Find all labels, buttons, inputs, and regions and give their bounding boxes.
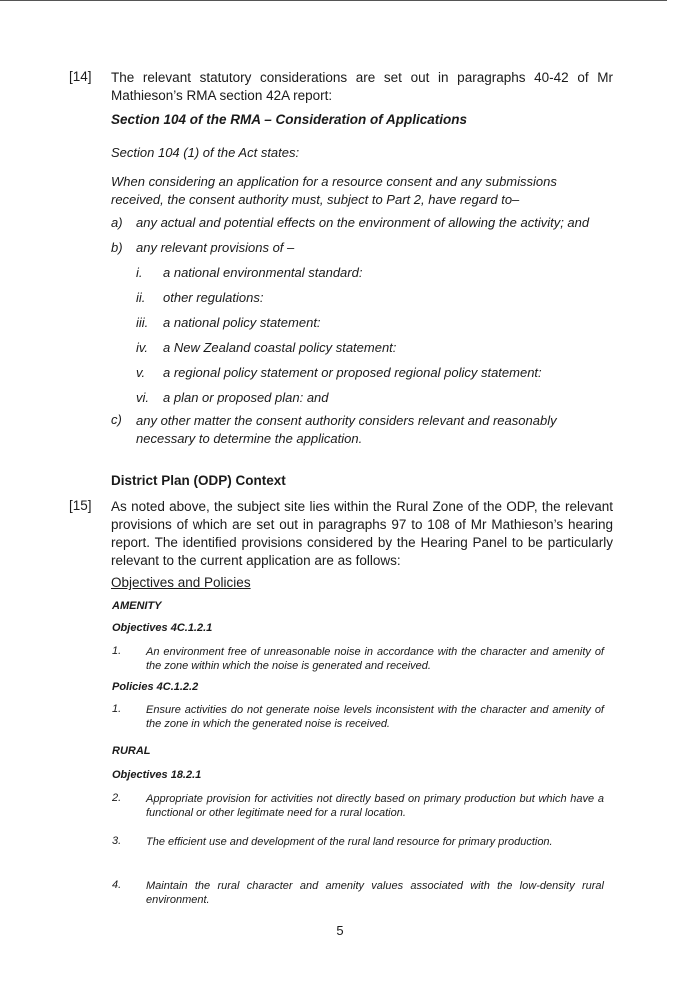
rural-objectives-label: Objectives 18.2.1: [112, 769, 202, 781]
amenity-objective-text: An environment free of unreasonable noise in accordance with the character and amenity of the zone within which the noise is generated and received.: [146, 646, 604, 672]
rural-objective-number-3: 3.: [112, 835, 122, 847]
sublist-label-iv: iv.: [136, 340, 149, 355]
sublist-label-i: i.: [136, 265, 143, 280]
objectives-policies-heading: Objectives and Policies: [111, 575, 251, 590]
rural-objective-number-2: 2.: [112, 792, 122, 804]
amenity-objective-number: 1.: [112, 645, 122, 657]
paragraph-15-text: As noted above, the subject site lies within the Rural Zone of the ODP, the relevant provisions of which are set out in paragraphs 97 to 108 of Mr Mathieson’s hearing report. The identified provisions considered by the Hearing Panel to be particularly relevant to the current application are as follows:: [111, 499, 613, 568]
sublist-label-iii: iii.: [136, 315, 149, 330]
rural-heading: RURAL: [112, 745, 151, 757]
sublist-label-vi: vi.: [136, 390, 149, 405]
section-104-quote: When considering an application for a resource consent and any submissions received, the consent authority must, subject to Part 2, have regard to–: [111, 174, 557, 207]
list-item-c: any other matter the consent authority considers relevant and reasonably necessary to determine the application.: [136, 413, 557, 446]
amenity-policy-number: 1.: [112, 703, 122, 715]
amenity-heading: AMENITY: [112, 600, 162, 612]
sublist-item-iv: a New Zealand coastal policy statement:: [163, 340, 397, 355]
paragraph-14-text: The relevant statutory considerations are set out in paragraphs 40-42 of Mr Mathieson’s RMA section 42A report:: [111, 70, 613, 103]
list-label-b: b): [111, 240, 123, 255]
sublist-item-vi: a plan or proposed plan: and: [163, 390, 329, 405]
page-number: 5: [336, 923, 344, 938]
section-104-heading: Section 104 of the RMA – Consideration of Applications: [111, 112, 468, 127]
sublist-item-i: a national environmental standard:: [163, 265, 363, 280]
amenity-policy-text: Ensure activities do not generate noise levels inconsistent with the character and amenity of the zone in which the generated noise is received.: [146, 704, 604, 730]
sublist-label-ii: ii.: [136, 290, 146, 305]
sublist-item-ii: other regulations:: [163, 290, 264, 305]
rural-objective-text-3: The efficient use and development of the rural land resource for primary production.: [146, 836, 553, 848]
district-plan-heading: District Plan (ODP) Context: [111, 473, 286, 488]
top-rule: [0, 0, 667, 1]
section-104-intro: Section 104 (1) of the Act states:: [111, 145, 300, 160]
list-item-a: any actual and potential effects on the environment of allowing the activity; and: [136, 215, 590, 230]
sublist-label-v: v.: [136, 365, 146, 380]
sublist-item-v: a regional policy statement or proposed regional policy statement:: [163, 365, 542, 380]
amenity-objectives-label: Objectives 4C.1.2.1: [112, 622, 213, 634]
rural-objective-text-2: Appropriate provision for activities not directly based on primary production but which have a functional or other legitimate need for a rural location.: [146, 793, 604, 819]
rural-objective-text-4: Maintain the rural character and amenity values associated with the low-density rural environment.: [146, 880, 604, 906]
rural-objective-number-4: 4.: [112, 879, 122, 891]
list-label-a: a): [111, 215, 123, 230]
amenity-policies-label: Policies 4C.1.2.2: [112, 681, 199, 693]
list-label-c: c): [111, 412, 122, 427]
sublist-item-iii: a national policy statement:: [163, 315, 321, 330]
paragraph-number-14: [14]: [69, 69, 92, 84]
list-item-b: any relevant provisions of –: [136, 240, 295, 255]
paragraph-number-15: [15]: [69, 498, 92, 513]
